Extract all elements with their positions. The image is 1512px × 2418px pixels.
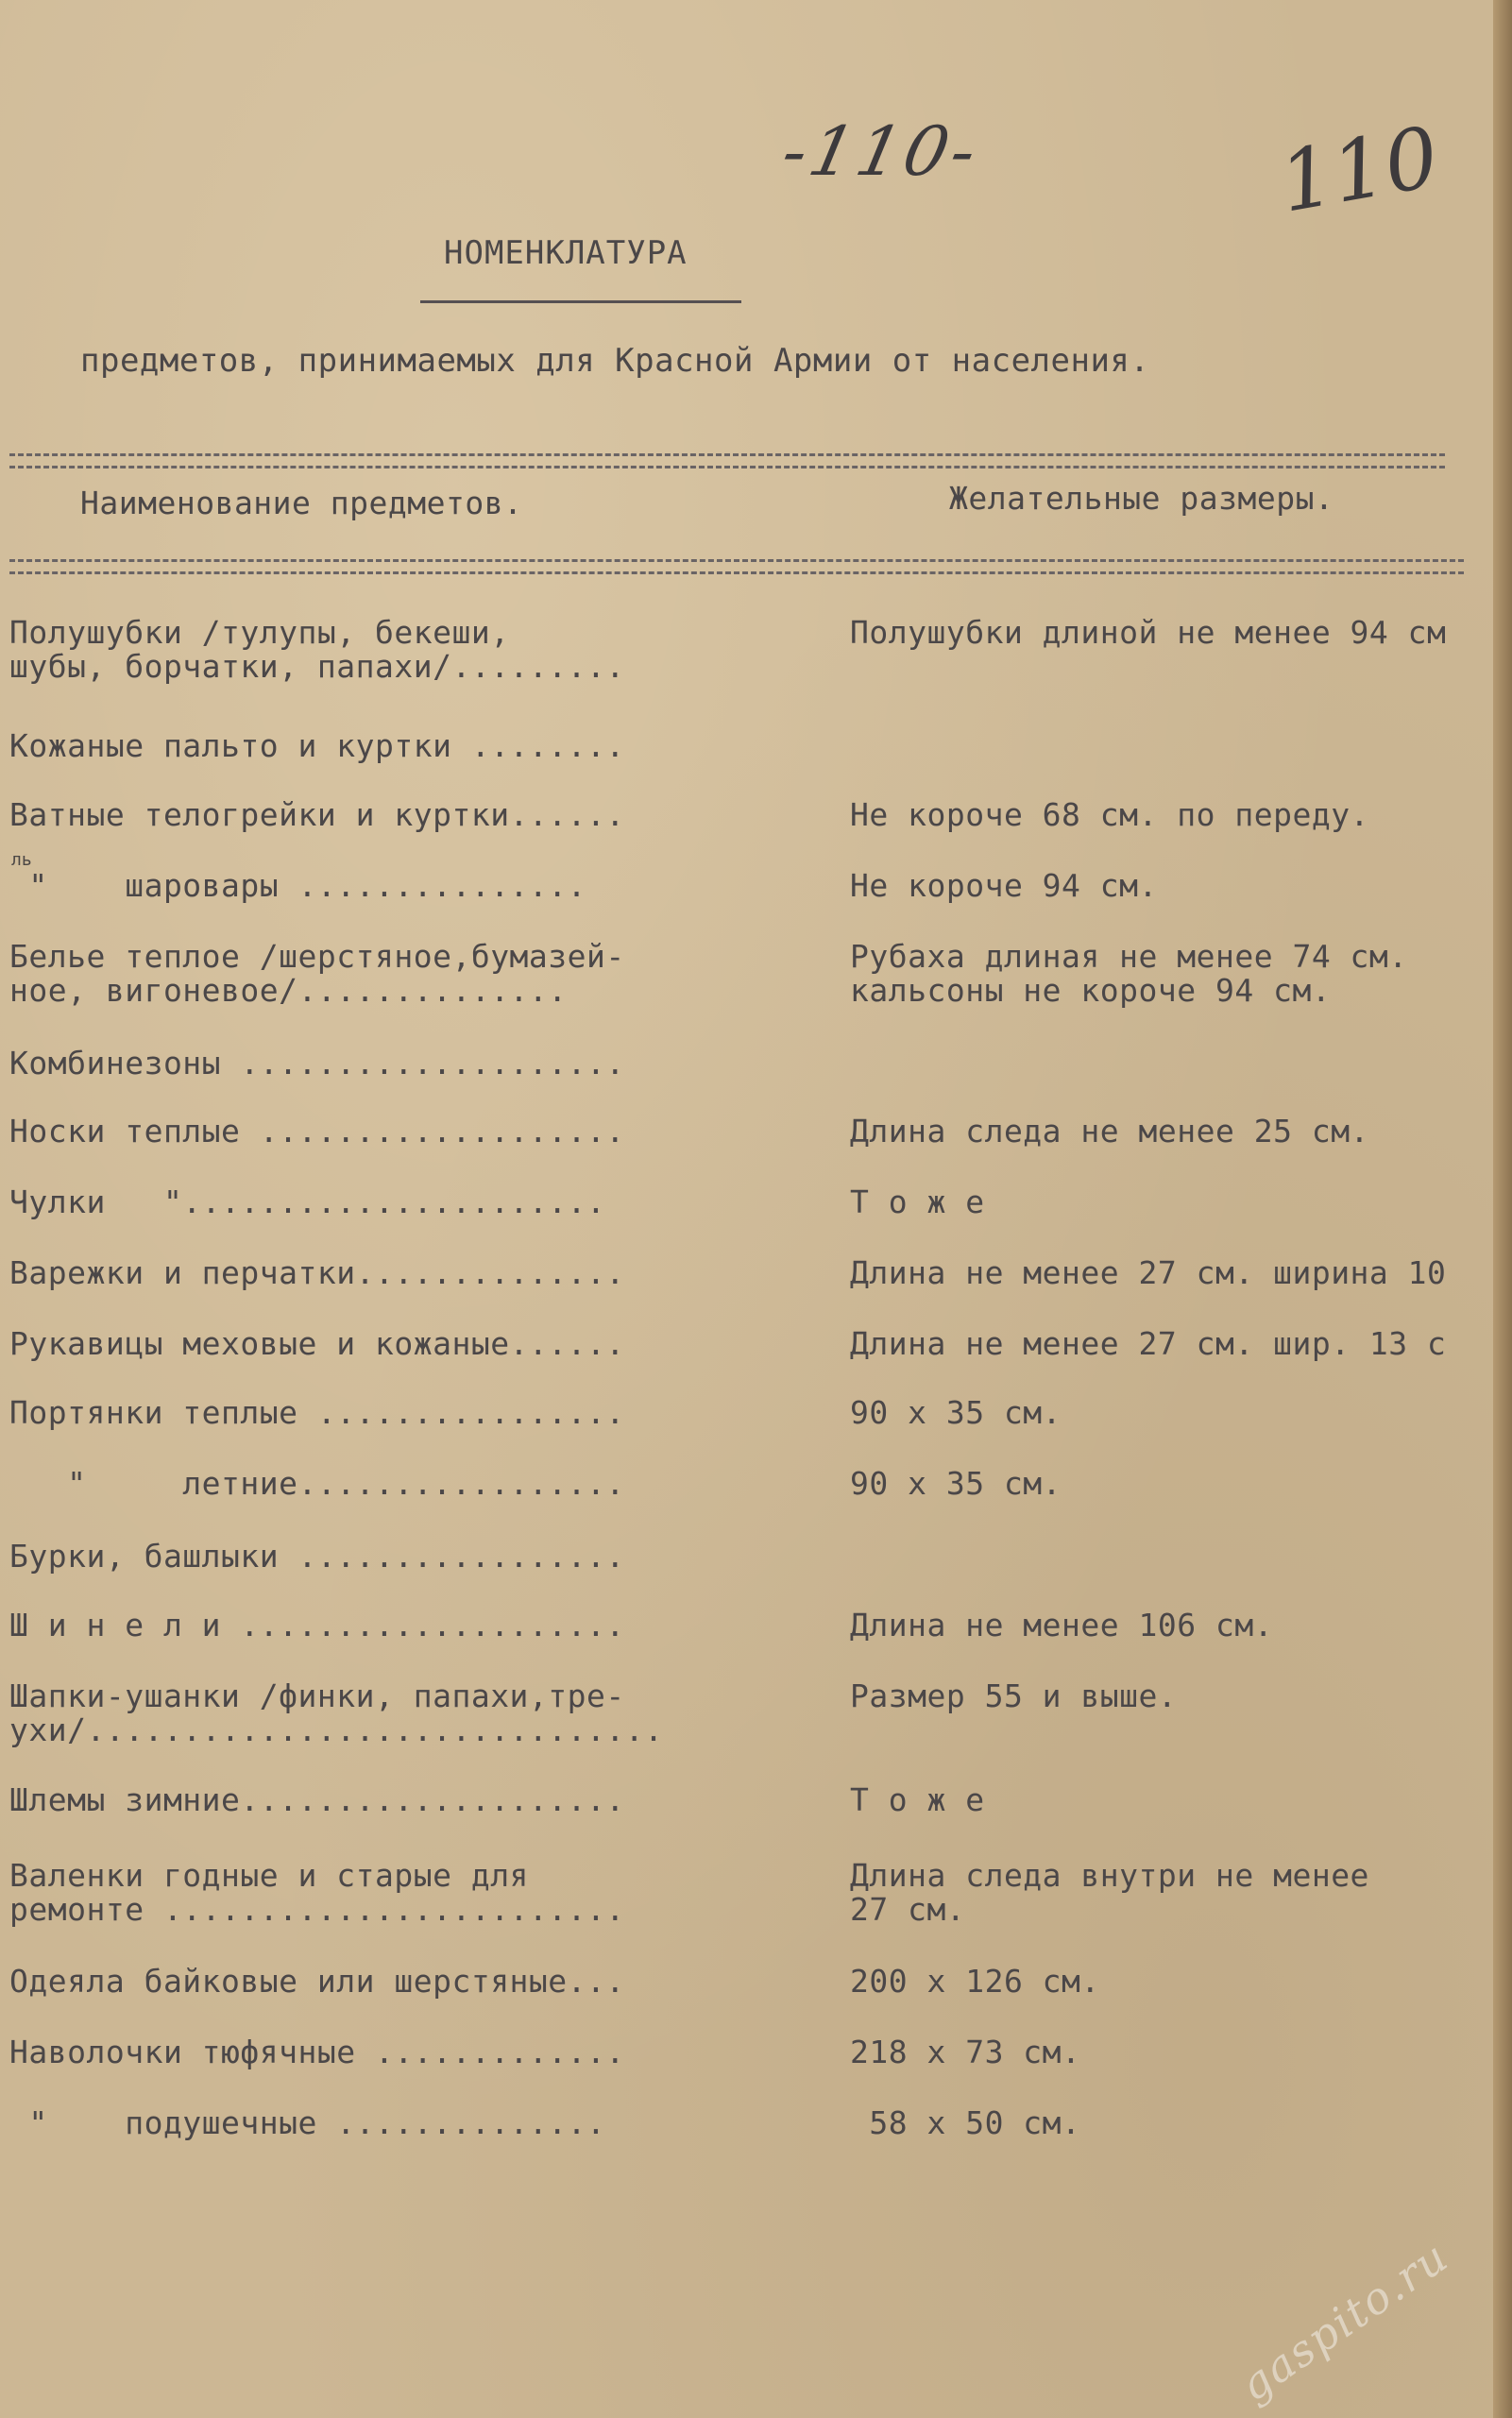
row-size: 218 х 73 см.: [850, 2034, 1081, 2070]
table-top-rule: [9, 453, 1445, 468]
table-header-rule: [9, 559, 1464, 574]
archive-folio-number: 110: [1272, 108, 1446, 231]
row-item: Кожаные пальто и куртки ........: [9, 727, 625, 764]
row-item: Рукавицы меховые и кожаные......: [9, 1325, 625, 1362]
row-item: " шаровары ...............: [9, 867, 587, 904]
row-item: Ватные телогрейки и куртки......: [9, 796, 625, 833]
page-edge: [1493, 0, 1512, 2418]
row-size: 90 х 35 см.: [850, 1394, 1062, 1431]
row-item: Шапки-ушанки /финки, папахи,тре- ухи/..............................: [9, 1677, 664, 1748]
row-item: " подушечные ..............: [9, 2104, 606, 2141]
row-item: Носки теплые ...................: [9, 1113, 625, 1149]
row-size: Рубаха длиная не менее 74 см. кальсоны не короче 94 см.: [850, 938, 1408, 1009]
row-size: Длина не менее 106 см.: [850, 1607, 1274, 1643]
row-item: Наволочки тюфячные .............: [9, 2034, 625, 2070]
row-item: Ш и н е л и ....................: [9, 1607, 625, 1643]
row-item: Валенки годные и старые для ремонте ........................: [9, 1857, 625, 1928]
row-size: Т о ж е: [850, 1183, 985, 1220]
row-size: Длина следа внутри не менее 27 см.: [850, 1857, 1369, 1928]
watermark-text: gaspito.ru: [1230, 2230, 1458, 2411]
row-size: Длина не менее 27 см. шир. 13 с: [850, 1325, 1447, 1362]
row-item: Чулки "......................: [9, 1183, 606, 1220]
row-item: " летние.................: [9, 1465, 625, 1502]
column-header-items: Наименование предметов.: [80, 485, 523, 521]
row-size: Не короче 94 см.: [850, 867, 1158, 904]
row-size: Размер 55 и выше.: [850, 1677, 1178, 1714]
title-underline: [420, 300, 741, 303]
document-title: НОМЕНКЛАТУРА: [444, 234, 688, 272]
page-number-handwritten: -110-: [775, 111, 988, 191]
row-size: Не короче 68 см. по переду.: [850, 796, 1369, 833]
row-item: Белье теплое /шерстяное,бумазей- ное, вигоневое/..............: [9, 938, 625, 1009]
row-item: Полушубки /тулупы, бекеши, шубы, борчатки, папахи/.........: [9, 614, 625, 685]
row-item: Одеяла байковые или шерстяные...: [9, 1963, 625, 2000]
row-item: Бурки, башлыки .................: [9, 1538, 625, 1575]
row-size: 90 х 35 см.: [850, 1465, 1062, 1502]
row-size: 58 х 50 см.: [850, 2104, 1081, 2141]
row-item: Портянки теплые ................: [9, 1394, 625, 1431]
row-item: Комбинезоны ....................: [9, 1045, 625, 1081]
row-size: Т о ж е: [850, 1781, 985, 1818]
row-size: Длина не менее 27 см. ширина 10: [850, 1254, 1447, 1291]
column-header-sizes: Желательные размеры.: [949, 480, 1334, 517]
row-item: Варежки и перчатки..............: [9, 1254, 625, 1291]
row-item: Шлемы зимние....................: [9, 1781, 625, 1818]
row-size: Полушубки длиной не менее 94 см: [850, 614, 1447, 651]
document-subtitle: предметов, принимаемых для Красной Армии от населения.: [80, 342, 1150, 380]
row-size: Длина следа не менее 25 см.: [850, 1113, 1369, 1149]
row-size: 200 х 126 см.: [850, 1963, 1100, 2000]
handwritten-mark: ль: [11, 850, 32, 870]
